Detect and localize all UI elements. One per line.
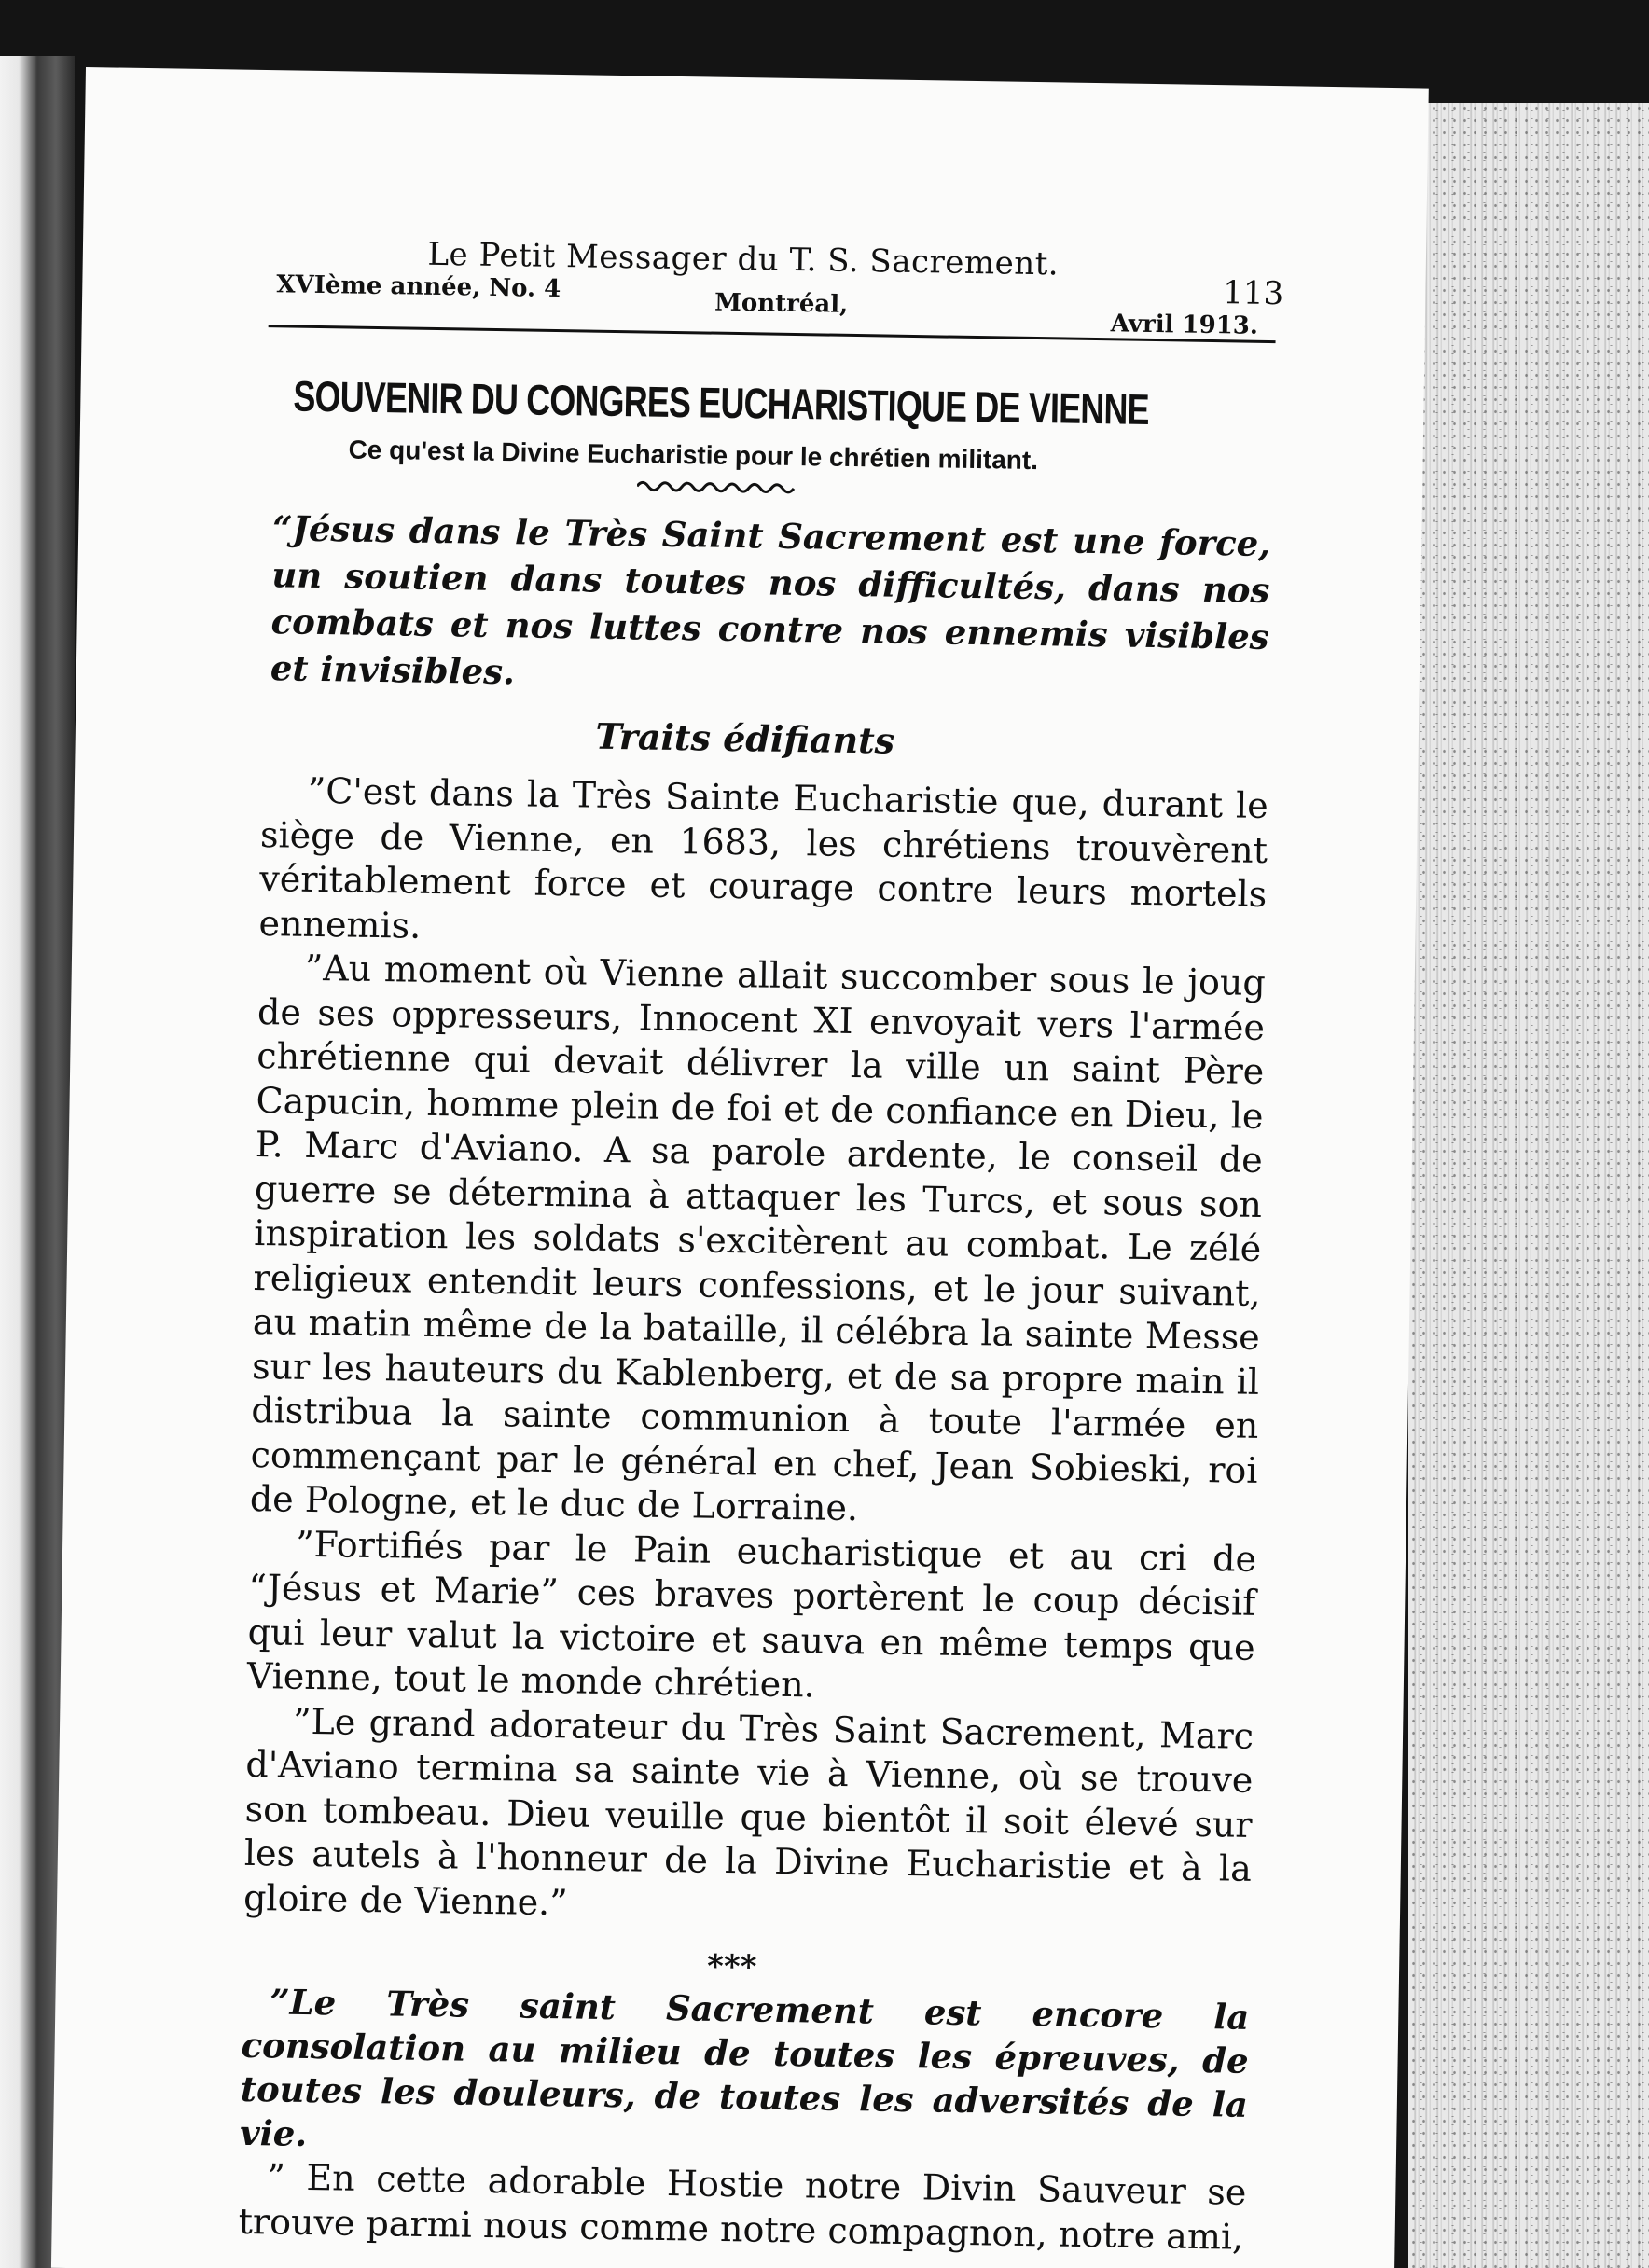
page-number: 113	[1223, 274, 1284, 313]
article-subtitle: Ce qu'est la Divine Eucharistie pour le chrétien militant.	[348, 435, 1039, 476]
place: Montréal,	[714, 288, 849, 319]
epigraph: “Jésus dans le Très Saint Sacrement est une force, un soutien dans toutes nos difficultés, dans nos combats et nos luttes contre nos ennemis visibles et invisibles.	[270, 507, 1271, 693]
final-paragraph: ” En cette adorable Hostie notre Divin Sauveur se trouve parmi nous comme notre compagnon, notre ami,	[238, 2156, 1247, 2258]
section-heading: Traits édifiants	[595, 714, 895, 762]
book-page	[51, 67, 1429, 2268]
page-content	[124, 231, 1284, 2260]
asterism: ***	[706, 1947, 757, 1986]
asterism-separator	[706, 1947, 1248, 1986]
paragraph: ”Au moment où Vienne allait succomber sous le joug de ses oppresseurs, Innocent XI envoyait vers l'armée chrétienne qui devait délivrer la ville un saint Père Capucin, homme plein de foi et de confiance en Dieu, le P. Marc d'Aviano. A sa parole ardente, le conseil de guerre se détermina à attaquer les Turcs, et sous son inspiration les soldats s'excitèrent au combat. Le zélé religieux entendit leurs confessions, et le jour suivant, au matin même de la bataille, il célébra la sainte Messe sur les hauteurs du Kablenberg, et de sa propre main il distribua la sainte communion à toute l'armée en commençant par le général en chef, Jean Sobieski, roi de Pologne, et le duc de Lorraine.	[249, 947, 1267, 1529]
paragraph: ”Fortifiés par le Pain eucharistique et au cri de “Jésus et Marie” ces braves portèrent le coup décisif qui leur valut la victoire et sauva en même temps que Vienne, tout le monde chrétien.	[246, 1523, 1257, 1706]
volume-number: XVIème année, No. 4	[276, 270, 561, 304]
paragraph: ”C'est dans la Très Sainte Eucharistie que, durant le siège de Vienne, en 1683, les chrétiens trouvèrent véritablement force et courage contre leurs mortels ennemis.	[258, 769, 1269, 947]
italic-paragraph: ”Le Très saint Sacrement est encore la consolation au milieu de toutes les épreuves, de toutes les douleurs, de toutes les adversités de la vie.	[239, 1981, 1250, 2154]
page-edge-speckle	[1408, 103, 1649, 2268]
running-title: Le Petit Messager du T. S. Sacrement.	[427, 235, 1060, 284]
page-edges	[1408, 103, 1649, 2268]
wavy-ornament	[637, 478, 796, 496]
paragraph: ”Le grand adorateur du Très Saint Sacrement, Marc d'Aviano termina sa sainte vie à Vienne, où se trouve son tombeau. Dieu veuille que bientôt il soit élevé sur les autels à l'honneur de la Divine Eucharistie et à la gloire de Vienne.”	[242, 1700, 1254, 1923]
issue-date: Avril 1913.	[1110, 310, 1259, 340]
article-title: SOUVENIR DU CONGRES EUCHARISTIQUE DE VIENNE	[293, 371, 1150, 434]
